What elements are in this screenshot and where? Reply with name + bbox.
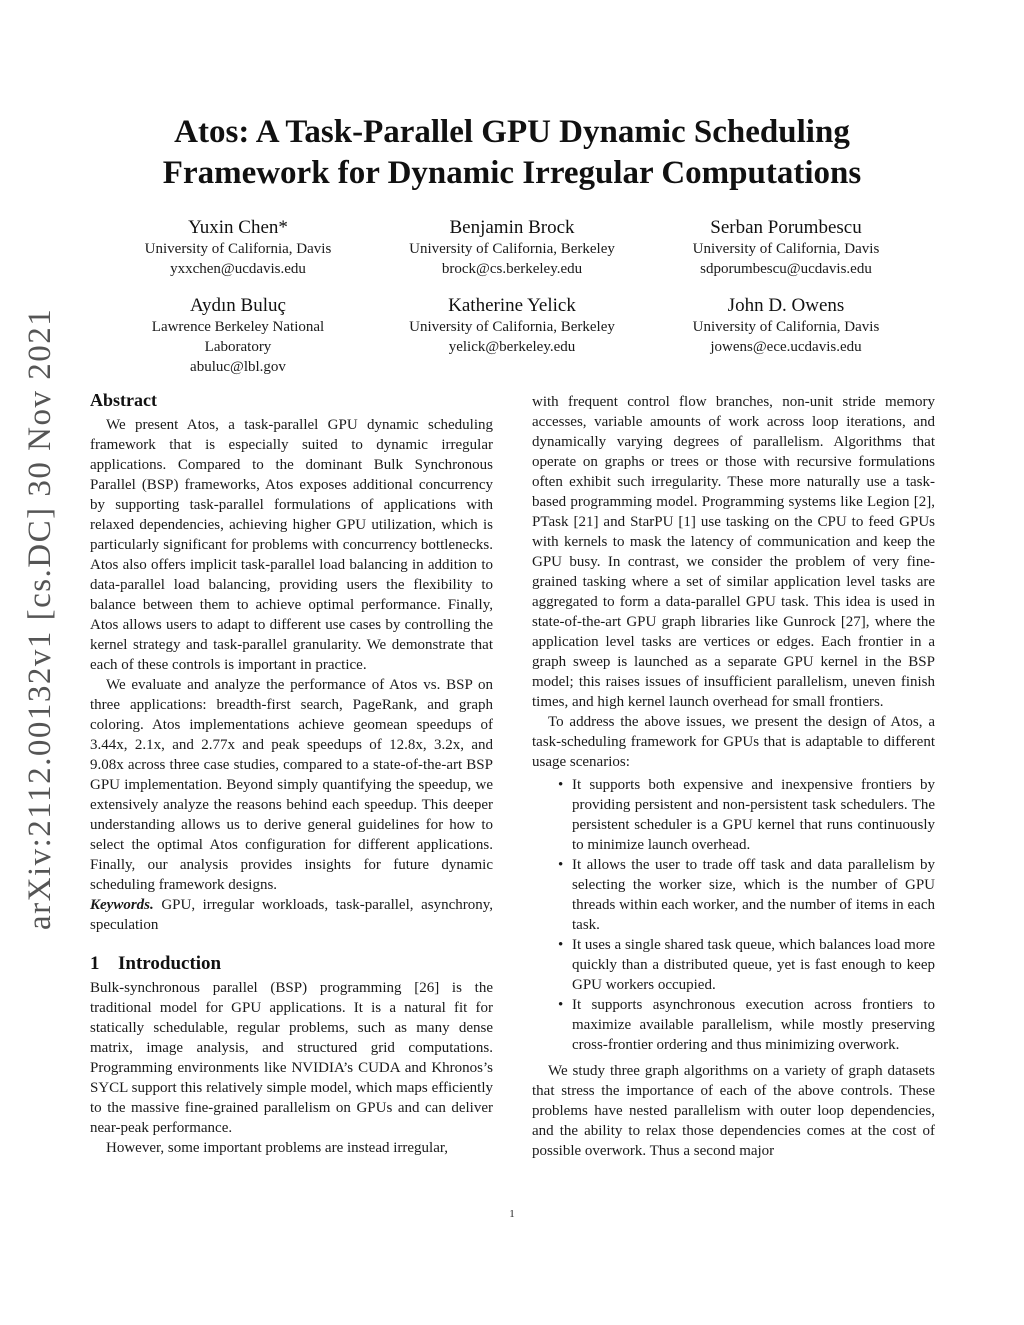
author-name: Aydın Buluç xyxy=(190,295,286,316)
author-name: Katherine Yelick xyxy=(448,295,576,316)
author-affiliation: Lawrence Berkeley National xyxy=(151,319,325,335)
author-block xyxy=(636,217,936,279)
author-email[interactable]: jowens@ece.ucdavis.edu xyxy=(710,339,862,355)
body-paragraph: Bulk-synchronous parallel (BSP) programming [26] is the traditional model for GPU applications. It is a natural fit for statically schedulable, regular problems, such as many dense matrix, image analysis, and structured grid computations. Programming environments like NVIDIA’s CUDA and Khronos’s SYCL support this relatively simple model, which maps efficiently to the massive fine-grained parallelism on GPUs and can deliver near-peak performance. xyxy=(90,980,493,1136)
author-name: Benjamin Brock xyxy=(449,217,575,238)
right-column xyxy=(532,392,935,1161)
list-item: • It allows the user to trade off task and data parallelism by selecting the worker size, which is the number of GPU threads within each worker, and the number of items in each task. xyxy=(572,855,935,935)
list-item: • It uses a single shared task queue, which balances load more quickly than a distributed queue, yet is fast enough to keep GPU workers occupied. xyxy=(572,935,935,995)
author-email[interactable]: brock@cs.berkeley.edu xyxy=(441,261,583,277)
abstract-paragraph: We present Atos, a task-parallel GPU dynamic scheduling framework that is especially suited to dynamic irregular applications. Compared to the dominant Bulk Synchronous Parallel (BSP) frameworks, Atos exposes additional concurrency by supporting task-parallel formulations of applications with relaxed dependencies, achieving higher GPU utilization, which is particularly significant for problems with concurrency bottlenecks. Atos also offers implicit task-parallel load balancing in addition to data-parallel load balancing, providing users the flexibility to balance between them to achieve optimal performance. Finally, Atos allows users to adapt to different use cases by controlling the kernel strategy and task-parallel granularity. We demonstrate that each of these controls is important in practice. xyxy=(90,417,493,673)
author-affiliation: University of California, Berkeley xyxy=(409,241,615,257)
body-paragraph: However, some important problems are instead irregular, xyxy=(106,1140,449,1156)
author-block xyxy=(636,295,936,357)
author-block xyxy=(88,295,388,377)
author-affiliation: Laboratory xyxy=(204,339,272,355)
abstract-heading: Abstract xyxy=(90,390,157,410)
keywords xyxy=(90,895,493,935)
author-name: Yuxin Chen* xyxy=(188,217,288,238)
author-email[interactable]: abuluc@lbl.gov xyxy=(190,359,286,375)
author-block xyxy=(362,295,662,357)
author-block xyxy=(362,217,662,279)
paper-title xyxy=(90,112,934,194)
author-block xyxy=(88,217,388,279)
list-item: • It supports both expensive and inexpensive frontiers by providing persistent and non-persistent task schedulers. The persistent scheduler is a GPU kernel that runs continuously to minimize launch overhead. xyxy=(572,775,935,855)
section-heading-introduction xyxy=(90,953,493,975)
keywords-text: GPU, irregular workloads, task-parallel, asynchrony, speculation xyxy=(90,897,493,933)
author-affiliation: University of California, Davis xyxy=(692,241,880,257)
body-paragraph: To address the above issues, we present the design of Atos, a task-scheduling framework for GPUs that is adaptable to different usage scenarios: xyxy=(532,714,935,770)
feature-list xyxy=(532,775,935,1055)
author-affiliation: University of California, Berkeley xyxy=(409,319,615,335)
arxiv-identifier[interactable]: arXiv:2112.00132v1 [cs.DC] 30 Nov 2021 xyxy=(22,307,58,930)
keywords-label: Keywords. xyxy=(90,897,154,913)
author-email[interactable]: sdporumbescu@ucdavis.edu xyxy=(700,261,872,277)
section-title: Introduction xyxy=(118,953,222,974)
body-paragraph: We study three graph algorithms on a variety of graph datasets that stress the importance of each of the above controls. These problems have nested parallelism with outer loop dependencies, and the ability to relax those dependencies comes at the cost of possible overwork. Thus a second major xyxy=(532,1063,935,1159)
list-item: • It supports asynchronous execution across frontiers to maximize available parallelism, while mostly preserving cross-frontier ordering and thus minimizing overwork. xyxy=(572,995,935,1055)
author-email[interactable]: yelick@berkeley.edu xyxy=(448,339,576,355)
author-affiliation: University of California, Davis xyxy=(144,241,332,257)
author-name: Serban Porumbescu xyxy=(710,217,862,238)
abstract-paragraph: We evaluate and analyze the performance of Atos vs. BSP on three applications: breadth-first search, PageRank, and graph coloring. Atos implementations achieve geomean speedups of 3.44x, 2.1x, and 2.77x and peak speedups of 12.8x, 3.2x, and 9.08x across three case studies, compared to a state-of-the-art BSP GPU implementation. Beyond simply quantifying the speedup, we extensively analyze the reasons behind each speedup. This deeper understanding allows us to derive general guidelines for how to select the optimal Atos configuration for different applications. Finally, our analysis provides insights for future dynamic scheduling framework designs. xyxy=(90,677,493,893)
author-email[interactable]: yxxchen@ucdavis.edu xyxy=(170,261,306,277)
section-number: 1 xyxy=(90,953,100,974)
page-number: 1 xyxy=(509,1208,515,1220)
body-paragraph: with frequent control flow branches, non-unit stride memory accesses, variable amounts of work across loop iterations, and dynamically varying degrees of parallelism. Algorithms that operate on graphs or trees or those with recursive formulations often exhibit such irregularity. These more naturally use a task-based programming model. Programming systems like Legion [2], PTask [21] and StarPU [1] use tasking on the CPU to feed GPUs with kernels to mask the latency of communication and keep the GPU busy. In contrast, we consider the problem of very fine-grained tasking where a set of similar application level tasks are aggregated to form a data-parallel GPU task. This idea is used in state-of-the-art GPU graph libraries like Gunrock [27], where the application level tasks are vertices or edges. Each frontier in a graph sweep is launched as a separate GPU kernel in the BSP model; this raises issues of insufficient parallelism, uneven finish times, and high kernel launch overhead for small frontiers. xyxy=(532,394,935,710)
title-line-2: Framework for Dynamic Irregular Computations xyxy=(162,155,862,191)
author-name: John D. Owens xyxy=(727,295,845,316)
left-column xyxy=(90,389,493,1158)
author-affiliation: University of California, Davis xyxy=(692,319,880,335)
title-line-1: Atos: A Task-Parallel GPU Dynamic Scheduling xyxy=(174,114,850,150)
